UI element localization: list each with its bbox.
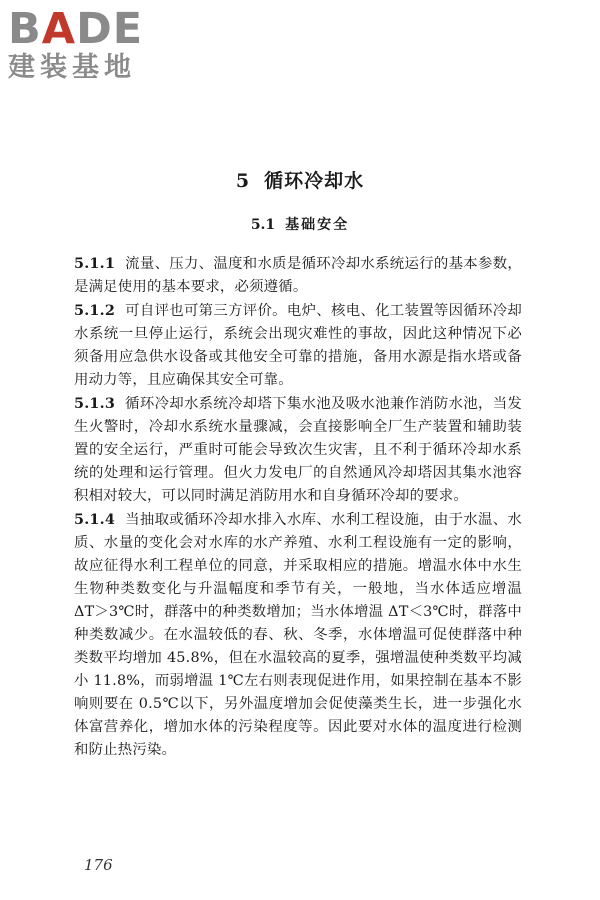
paragraph-text: 循环冷却水系统冷却塔下集水池及吸水池兼作消防水池，当发生火警时，冷却水系统水量骤减，会直接影响全厂生产装置和辅助装置的安全运行，严重时可能会导致次生灾害，且不利于循环冷却水系统的处理和运行管理。但火力发电厂的自然通风冷却塔因其集水池容积相对较大，可以同时满足消防用水和自身循环冷却的要求。: [74, 396, 522, 504]
logo-wordmark: [8, 6, 176, 52]
chapter-number: 5: [235, 170, 251, 192]
paragraph-5-1-3: [74, 392, 522, 508]
section-number: 5.1: [250, 217, 276, 233]
chapter-title: [0, 166, 600, 193]
logo-accent-letter: A: [41, 4, 77, 54]
brand-logo: [8, 6, 176, 84]
page-number: 176: [84, 856, 113, 874]
paragraph-5-1-2: [74, 299, 522, 392]
paragraph-text: 流量、压力、温度和水质是循环冷却水系统运行的基本参数，是满足使用的基本要求，必须遵循。: [74, 256, 522, 295]
paragraph-text: 可自评也可第三方评价。电炉、核电、化工装置等因循环冷却水系统一旦停止运行，系统会出现灾难性的事故，因此这种情况下必须备用应急供水设备或其他安全可靠的措施，备用水源是指水塔或备用动力等，且应确保其安全可靠。: [74, 303, 522, 388]
section-title-text: 基础安全: [285, 217, 350, 233]
clause-number: 5.1.2: [74, 302, 116, 319]
clause-number: 5.1.3: [74, 395, 116, 412]
clause-number: 5.1.4: [74, 511, 116, 528]
document-body: [74, 252, 522, 762]
clause-number: 5.1.1: [74, 255, 116, 272]
paragraph-text: 当抽取或循环冷却水排入水库、水利工程设施，由于水温、水质、水量的变化会对水库的水产养殖、水利工程设施有一定的影响，故应征得水利工程单位的同意，并采取相应的措施。增温水体中水生生物种类数变化与升温幅度和季节有关，一般地，当水体适应增温 ΔT＞3℃时，群落中的种类数增加；当水体增温 ΔT＜3℃时，群落中种类数减少。在水温较低的春、秋、冬季，水体增温可促使群落中种类数平均增加 45.8%，但在水温较高的夏季，强增温使种类数平均减小 11.8%，而弱增温 1℃左右则表现促进作用，如果控制在基本不影响则要在 0.5℃以下，另外温度增加会促使藻类生长，进一步强化水体富营养化，增加水体的污染程度等。因此要对水体的温度进行检测和防止热污染。: [74, 512, 522, 758]
paragraph-5-1-1: [74, 252, 522, 299]
logo-letters-pre: B: [8, 4, 42, 54]
logo-letters-post: DE: [76, 4, 144, 54]
logo-subtitle: 建装基地: [8, 52, 136, 83]
section-title: [0, 214, 600, 234]
chapter-title-text: 循环冷却水: [264, 170, 365, 192]
paragraph-5-1-4: [74, 508, 522, 762]
